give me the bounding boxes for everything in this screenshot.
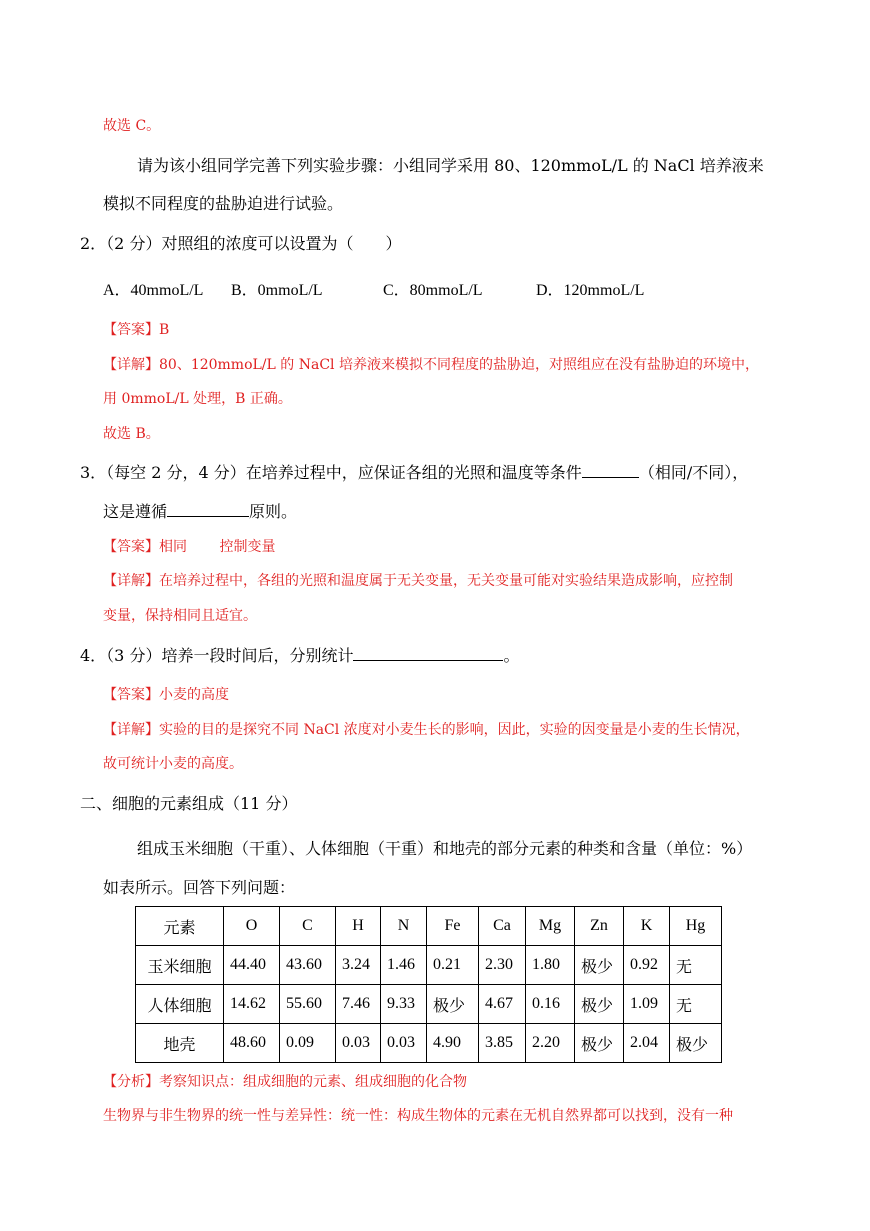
section-2-paragraph-line-2: 如表所示。回答下列问题： xyxy=(103,878,296,897)
question-4-text-b: 。 xyxy=(503,646,520,665)
explanation-4-line-2: 故可统计小麦的高度。 xyxy=(103,756,243,772)
header-cell: Zn xyxy=(575,907,624,946)
table-cell: 极少 xyxy=(575,985,624,1024)
instruction-line-2: 模拟不同程度的盐胁迫进行试验。 xyxy=(103,194,344,213)
table-cell: 55.60 xyxy=(280,985,336,1024)
header-cell: C xyxy=(280,907,336,946)
row-label-cell: 地壳 xyxy=(136,1024,224,1063)
table-cell: 43.60 xyxy=(280,946,336,985)
element-content-table xyxy=(135,906,722,1063)
header-cell: Hg xyxy=(670,907,722,946)
table-cell: 极少 xyxy=(427,985,479,1024)
table-cell: 4.67 xyxy=(479,985,526,1024)
table-row xyxy=(136,985,722,1024)
analysis-line-1: 【分析】考察知识点：组成细胞的元素、组成细胞的化合物 xyxy=(103,1074,467,1090)
instruction-line-1: 请为该小组同学完善下列实验步骤：小组同学采用 80、120mmoL/L 的 NaCl 培养液来 xyxy=(137,156,764,175)
table-cell: 0.03 xyxy=(381,1024,427,1063)
option-b: B．0mmoL/L xyxy=(231,282,323,299)
answer-2: 【答案】B xyxy=(103,322,170,338)
question-4 xyxy=(80,646,519,666)
question-3-line-2 xyxy=(103,502,297,522)
explanation-3-line-2: 变量，保持相同且适宜。 xyxy=(103,608,257,624)
table-cell: 1.80 xyxy=(526,946,575,985)
option-d: D．120mmoL/L xyxy=(536,282,645,299)
option-a: A．40mmoL/L xyxy=(103,282,204,299)
table-cell: 极少 xyxy=(670,1024,722,1063)
table-cell: 9.33 xyxy=(381,985,427,1024)
answer-blank-3[interactable] xyxy=(353,646,503,661)
header-cell: H xyxy=(336,907,381,946)
table-cell: 44.40 xyxy=(224,946,280,985)
table-cell: 2.20 xyxy=(526,1024,575,1063)
header-cell: N xyxy=(381,907,427,946)
table-cell: 2.30 xyxy=(479,946,526,985)
header-cell: Mg xyxy=(526,907,575,946)
question-3-line-1 xyxy=(80,463,748,483)
table-cell: 无 xyxy=(670,946,722,985)
option-c: C．80mmoL/L xyxy=(383,282,483,299)
question-3-text-d: 原则。 xyxy=(249,502,298,521)
header-cell: 元素 xyxy=(136,907,224,946)
table-cell: 1.09 xyxy=(624,985,670,1024)
answer-4: 【答案】小麦的高度 xyxy=(103,687,229,703)
question-4-text-a: 4．（3 分）培养一段时间后，分别统计 xyxy=(80,646,354,665)
table-cell: 7.46 xyxy=(336,985,381,1024)
question-3-text-a: 3．（每空 2 分，4 分）在培养过程中，应保证各组的光照和温度等条件 xyxy=(80,463,582,482)
table-row xyxy=(136,1024,722,1063)
table-cell: 3.85 xyxy=(479,1024,526,1063)
table-cell: 无 xyxy=(670,985,722,1024)
answer-blank-1[interactable] xyxy=(582,463,639,478)
explanation-3-line-1: 【详解】在培养过程中，各组的光照和温度属于无关变量，无关变量可能对实验结果造成影响，应控制 xyxy=(103,573,733,589)
header-cell: Fe xyxy=(427,907,479,946)
header-cell: Ca xyxy=(479,907,526,946)
table-cell: 2.04 xyxy=(624,1024,670,1063)
question-2: 2．（2 分）对照组的浓度可以设置为（ ） xyxy=(80,234,402,253)
table-cell: 48.60 xyxy=(224,1024,280,1063)
table-cell: 3.24 xyxy=(336,946,381,985)
header-cell: K xyxy=(624,907,670,946)
row-label-cell: 玉米细胞 xyxy=(136,946,224,985)
question-3-text-c: 这是遵循 xyxy=(103,502,168,521)
table-cell: 14.62 xyxy=(224,985,280,1024)
table-header-row xyxy=(136,907,722,946)
conclusion-c: 故选 C。 xyxy=(103,118,161,134)
section-2-paragraph-line-1: 组成玉米细胞（干重）、人体细胞（干重）和地壳的部分元素的种类和含量（单位：%） xyxy=(137,839,753,858)
answer-3: 【答案】相同 控制变量 xyxy=(103,539,276,555)
table-cell: 0.21 xyxy=(427,946,479,985)
table-cell: 0.09 xyxy=(280,1024,336,1063)
table-cell: 0.03 xyxy=(336,1024,381,1063)
question-3-text-b: （相同/不同）， xyxy=(638,463,749,482)
row-label-cell: 人体细胞 xyxy=(136,985,224,1024)
explanation-4-line-1: 【详解】实验的目的是探究不同 NaCl 浓度对小麦生长的影响，因此，实验的因变量是小麦的生长情况， xyxy=(103,722,750,738)
section-2-title: 二、细胞的元素组成（11 分） xyxy=(80,794,298,813)
table-cell: 0.16 xyxy=(526,985,575,1024)
explanation-2-line-1: 【详解】80、120mmoL/L 的 NaCl 培养液来模拟不同程度的盐胁迫，对照组应在没有盐胁迫的环境中， xyxy=(103,357,759,373)
table-cell: 0.92 xyxy=(624,946,670,985)
table-cell: 极少 xyxy=(575,946,624,985)
header-cell: O xyxy=(224,907,280,946)
table-row xyxy=(136,946,722,985)
table-cell: 1.46 xyxy=(381,946,427,985)
analysis-line-2: 生物界与非生物界的统一性与差异性：统一性：构成生物体的元素在无机自然界都可以找到，没有一种 xyxy=(103,1108,733,1124)
explanation-2-line-2: 用 0mmoL/L 处理，B 正确。 xyxy=(103,391,292,407)
table-cell: 极少 xyxy=(575,1024,624,1063)
table-cell: 4.90 xyxy=(427,1024,479,1063)
answer-blank-2[interactable] xyxy=(167,502,249,517)
conclusion-b: 故选 B。 xyxy=(103,426,160,442)
